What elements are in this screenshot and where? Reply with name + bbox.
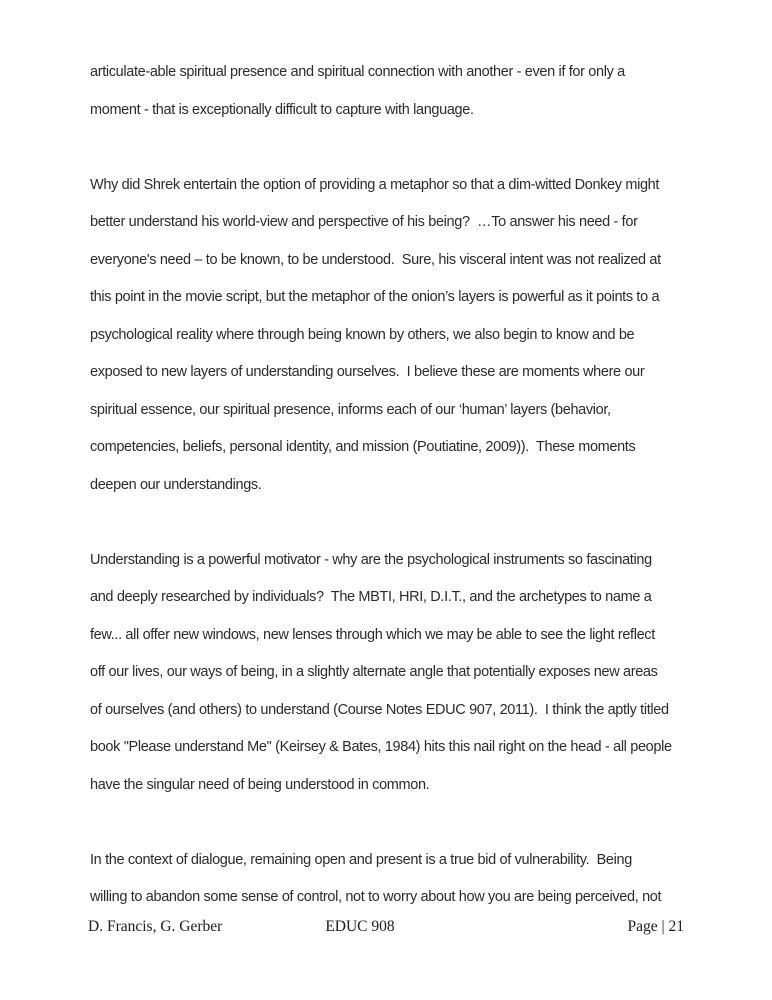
text-line: better understand his world-view and perspective of his being? …To answer his need - for xyxy=(90,214,638,230)
text-line: Why did Shrek entertain the option of providing a metaphor so that a dim-witted Donkey might xyxy=(90,176,660,193)
paragraph-2 xyxy=(90,167,700,505)
document-body xyxy=(90,54,700,917)
text-line: moment - that is exceptionally difficult to capture with language. xyxy=(90,101,474,118)
text-line: In the context of dialogue, remaining open and present is a true bid of vulnerability. Being xyxy=(90,851,632,868)
paragraph-4 xyxy=(90,842,700,917)
text-line: exposed to new layers of understanding ourselves. I believe these are moments where our xyxy=(90,364,645,380)
footer-authors: D. Francis, G. Gerber xyxy=(88,918,223,935)
paragraph-3 xyxy=(90,542,700,805)
text-line: deepen our understandings. xyxy=(90,476,262,493)
page-footer xyxy=(88,918,684,942)
text-line: have the singular need of being understood in common. xyxy=(90,776,430,793)
text-line: of ourselves (and others) to understand (Course Notes EDUC 907, 2011). I think the aptly titled xyxy=(90,701,669,718)
text-line: this point in the movie script, but the metaphor of the onion’s layers is powerful as it points to a xyxy=(90,289,660,305)
text-line: spiritual essence, our spiritual presence, informs each of our ‘human’ layers (behavior, xyxy=(90,401,611,418)
text-line: psychological reality where through being known by others, we also begin to know and be xyxy=(90,326,635,343)
footer-page-number: Page | 21 xyxy=(627,918,684,935)
text-line: Understanding is a powerful motivator - why are the psychological instruments so fascinating xyxy=(90,551,652,568)
text-line: and deeply researched by individuals? The MBTI, HRI, D.I.T., and the archetypes to name a xyxy=(90,589,652,605)
text-line: few... all offer new windows, new lenses through which we may be able to see the light reflect xyxy=(90,626,655,643)
text-line: off our lives, our ways of being, in a slightly alternate angle that potentially exposes new areas xyxy=(90,664,658,680)
text-line: competencies, beliefs, personal identity, and mission (Poutiatine, 2009)). These moments xyxy=(90,439,636,455)
text-line: everyone's need – to be known, to be understood. Sure, his visceral intent was not realized at xyxy=(90,251,661,268)
text-line: articulate-able spiritual presence and spiritual connection with another - even if for only a xyxy=(90,64,625,80)
text-line: willing to abandon some sense of control, not to worry about how you are being perceived, not xyxy=(90,889,662,905)
footer-course: EDUC 908 xyxy=(325,918,395,935)
text-line: book "Please understand Me" (Keirsey & Bates, 1984) hits this nail right on the head - all people xyxy=(90,739,672,755)
paragraph-1 xyxy=(90,54,700,129)
